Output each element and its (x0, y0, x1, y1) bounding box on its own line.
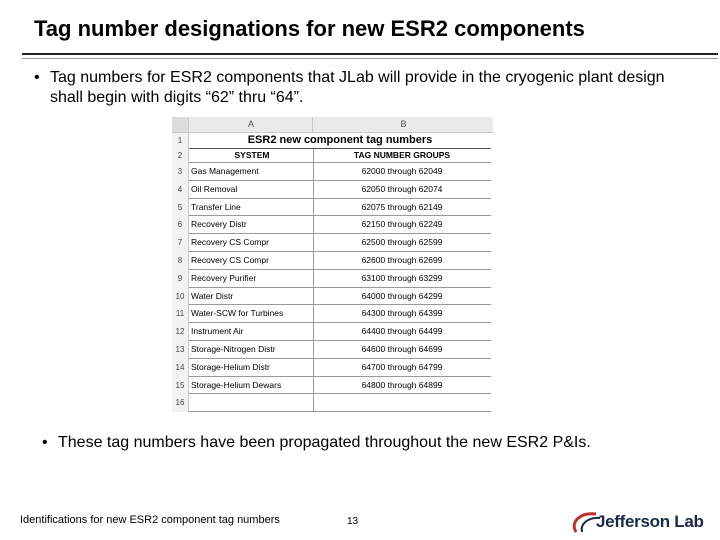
jefferson-lab-logo (566, 508, 718, 536)
title-rule-dark (22, 53, 718, 55)
merged-title-cell: ESR2 new component tag numbers (189, 133, 491, 149)
row-number: 1 (177, 136, 183, 145)
cell-system: Recovery CS Compr (189, 252, 314, 269)
cell-system: Transfer Line (189, 199, 314, 216)
page-number: 13 (347, 516, 359, 527)
table-row (189, 377, 491, 395)
table-row (189, 199, 491, 217)
column-header-bar (172, 117, 493, 133)
row-number: 12 (175, 327, 185, 337)
logo-text: Jefferson Lab (596, 512, 704, 531)
cell-tag-groups: 62500 through 62599 (361, 237, 443, 248)
cell-system: Storage-Helium Dewars (189, 377, 314, 394)
row-number: 6 (177, 220, 183, 230)
row-number: 9 (177, 273, 183, 283)
table-row (189, 270, 491, 288)
table-row (189, 216, 491, 234)
row-number: 14 (175, 362, 185, 372)
spreadsheet-image (172, 117, 493, 412)
cell-system: Recovery Distr (189, 216, 314, 233)
row-number: 4 (177, 184, 183, 194)
row-number: 11 (175, 309, 185, 319)
column-header-b: B (312, 117, 494, 132)
cell-tag-groups: 64000 through 64299 (361, 290, 443, 301)
table-row (189, 305, 491, 323)
header-system: SYSTEM (189, 149, 314, 162)
table-row (189, 288, 491, 306)
table-row (189, 252, 491, 270)
slide-title: Tag number designations for new ESR2 components (34, 16, 585, 41)
row-number: 3 (177, 167, 183, 176)
bullet-text: These tag numbers have been propagated throughout the new ESR2 P&Is. (58, 434, 591, 451)
cell-system: Recovery Purifier (189, 270, 314, 287)
cell-tag-groups: 64300 through 64399 (361, 308, 443, 319)
cell-system: Storage-Helium Distr (189, 359, 314, 376)
cell-tag-groups: 62075 through 62149 (361, 201, 443, 212)
table-row (189, 359, 491, 377)
table-row (189, 181, 491, 199)
cell-tag-groups: 64600 through 64699 (361, 344, 443, 354)
bullet-text: Tag numbers for ESR2 components that JLab will provide in the cryogenic plant design shall begin with digits “62” thru “64”. (50, 69, 665, 106)
cell-tag-groups: 63100 through 63299 (361, 272, 443, 283)
cell-system: Water-SCW for Turbines (189, 305, 314, 322)
bullet-dot: • (34, 69, 40, 86)
row-number: 8 (177, 256, 183, 265)
cell-tag-groups: 64400 through 64499 (361, 326, 443, 337)
sheet-corner (172, 117, 188, 132)
row-number: 7 (177, 238, 183, 248)
row-number: 13 (175, 345, 185, 354)
cell-tag-groups: 62600 through 62699 (361, 255, 443, 265)
row-number: 2 (177, 151, 183, 160)
table-row (189, 163, 491, 181)
row-number: 10 (175, 291, 185, 301)
cell-system (189, 394, 314, 411)
cell-system: Storage-Nitrogen Distr (189, 341, 314, 358)
column-header-a: A (188, 117, 313, 132)
header-tag-groups: TAG NUMBER GROUPS (353, 150, 451, 160)
title-rule-light (22, 58, 718, 59)
row-header-bar (172, 133, 189, 412)
cell-tag-groups: 62150 through 62249 (361, 219, 443, 230)
cell-tag-groups: 64700 through 64799 (361, 361, 443, 372)
cell-system: Water Distr (189, 288, 314, 305)
cell-system: Gas Management (189, 163, 314, 180)
bullet-dot: • (42, 434, 48, 451)
sheet-grid (189, 133, 492, 412)
bullet-propagated (42, 433, 708, 453)
cell-system: Oil Removal (189, 181, 314, 198)
cell-tag-groups: 64800 through 64899 (361, 379, 443, 390)
row-number: 15 (175, 380, 185, 390)
row-number: 5 (177, 202, 183, 212)
table-row-empty (189, 394, 491, 412)
header-row (189, 149, 491, 163)
table-row (189, 234, 491, 252)
table-row (189, 323, 491, 341)
cell-tag-groups: 62050 through 62074 (361, 183, 443, 194)
bullet-tag-numbers (34, 68, 690, 108)
table-row (189, 341, 491, 359)
cell-system: Recovery CS Compr (189, 234, 314, 251)
row-number: 16 (175, 398, 185, 408)
footer-caption: Identifications for new ESR2 component tag numbers (20, 514, 280, 526)
cell-tag-groups: 62000 through 62049 (361, 166, 443, 176)
cell-system: Instrument Air (189, 323, 314, 340)
